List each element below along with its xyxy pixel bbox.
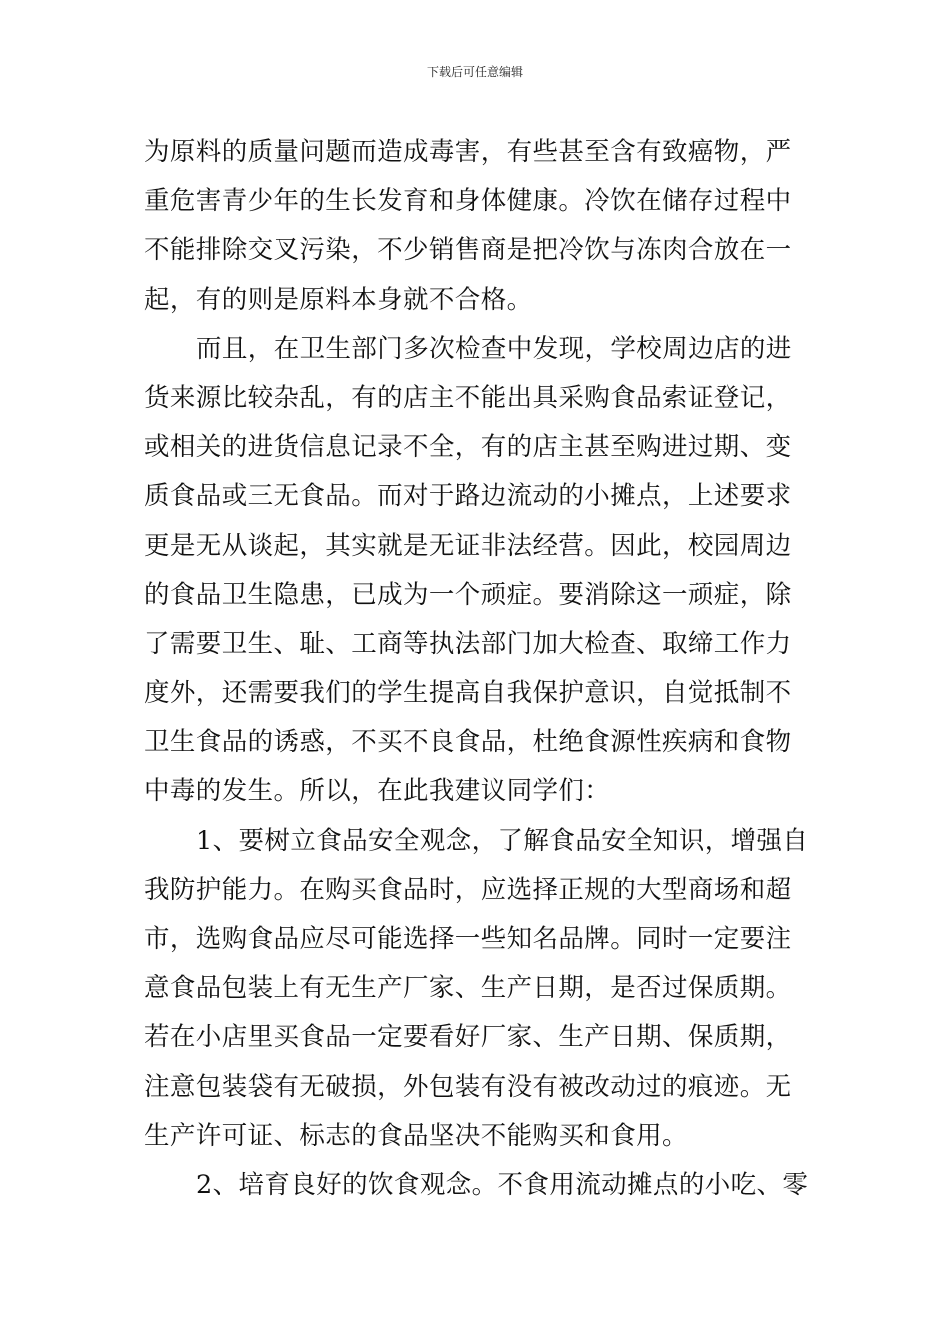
- text-line: 起，有的则是原料本身就不合格。: [144, 284, 533, 315]
- text-line: 我防护能力。在购买食品时，应选择正规的大型商场和超: [144, 874, 792, 905]
- text-line: 卫生食品的诱惑，不买不良食品，杜绝食源性疾病和食物: [144, 727, 792, 758]
- list-item-1-start-line: 1、要树立食品安全观念，了解食品安全知识，增强自: [196, 825, 809, 856]
- text-line: 若在小店里买食品一定要看好厂家、生产日期、保质期，: [144, 1022, 792, 1053]
- document-body: [144, 128, 808, 1210]
- text-line: 重危害青少年的生长发育和身体健康。冷饮在储存过程中: [144, 186, 792, 217]
- paragraph-start-line: 而且，在卫生部门多次检查中发现，学校周边店的进: [196, 333, 792, 364]
- text-line: 度外，还需要我们的学生提高自我保护意识，自觉抵制不: [144, 678, 792, 709]
- list-item-2-start-line: 2、培育良好的饮食观念。不食用流动摊点的小吃、零: [196, 1169, 809, 1200]
- text-line: 生产许可证、标志的食品坚决不能购买和食用。: [144, 1120, 688, 1151]
- text-line: 质食品或三无食品。而对于路边流动的小摊点，上述要求: [144, 481, 792, 512]
- text-line: 中毒的发生。所以，在此我建议同学们：: [144, 776, 611, 807]
- text-line: 意食品包装上有无生产厂家、生产日期，是否过保质期。: [144, 973, 792, 1004]
- text-line: 为原料的质量问题而造成毒害，有些甚至含有致癌物，严: [144, 137, 792, 167]
- text-line: 货来源比较杂乱，有的店主不能出具采购食品索证登记，: [144, 382, 792, 413]
- text-line: 市，选购食品应尽可能选择一些知名品牌。同时一定要注: [144, 924, 792, 954]
- text-line: 注意包装袋有无破损，外包装有没有被改动过的痕迹。无: [144, 1071, 792, 1102]
- text-line: 的食品卫生隐患，已成为一个顽症。要消除这一顽症，除: [144, 579, 792, 610]
- text-line: 更是无从谈起，其实就是无证非法经营。因此，校园周边: [144, 530, 792, 561]
- text-line: 或相关的进货信息记录不全，有的店主甚至购进过期、变: [144, 432, 792, 463]
- text-line: 不能排除交叉污染，不少销售商是把冷饮与冻肉合放在一: [144, 235, 792, 266]
- page-header-note: 下载后可任意编辑: [426, 65, 523, 79]
- text-line: 了需要卫生、耻、工商等执法部门加大检查、取缔工作力: [144, 628, 792, 659]
